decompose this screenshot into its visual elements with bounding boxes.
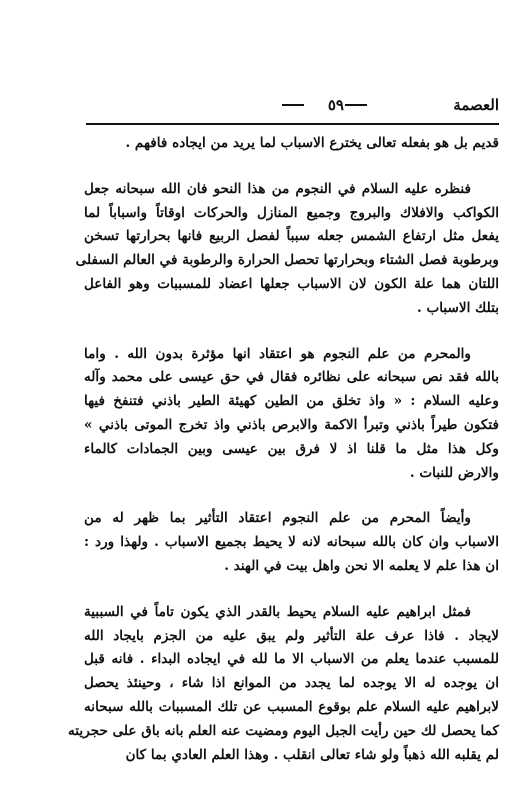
paragraph: [84, 507, 499, 578]
paragraph-gap: [84, 321, 499, 343]
text-line: وعليه السلام : « واذ تخلق من الطين كهيئة الطير باذني فتنفخ فيها: [84, 393, 499, 410]
paragraph-gap: [84, 156, 499, 178]
text-line: اللتان هما علة الكون لان الاسباب جعلها اعضاد للمسببات وهو الفاعل: [84, 275, 499, 292]
header-rule: [86, 123, 499, 125]
text-line: الاسباب وان كان بالله سبحانه لانه لا يحيط بجميع الاسباب . ولهذا ورد :: [84, 534, 499, 551]
paragraph: [84, 132, 499, 156]
text-line: كما يحصل لك حين رأيت الجبل اليوم ومضيت عنه العلم بانه باق على حجريته: [68, 722, 499, 739]
text-line: وبرطوبة فصل الشتاء وبحرارتها تحصل الحرارة والرطوبة في العالم السفلى: [75, 252, 499, 269]
paragraph-gap: [84, 579, 499, 601]
text-line: لم يقلبه الله ذهباً ولو شاء تعالى انقلب . وهذا العلم العادي بما كان: [125, 746, 499, 763]
paragraph-gap: [84, 485, 499, 507]
text-line: فتكون طيراً باذني وتبرأ الاكمة والابرص باذني واذ تخرج الموتى باذني »: [84, 416, 499, 433]
paragraph: [84, 343, 499, 486]
text-line: يفعل مثل ارتفاع الشمس جعله سبباً لفصل الربيع فانها بحرارتها تسخن: [84, 228, 499, 245]
page-number: ٥٩: [327, 96, 344, 114]
paragraph: [75, 178, 499, 321]
text-line: ان يوجده له الا يوجده لما يجدد من الموانع اذا شاء ، وحينئذ يحصل: [84, 675, 499, 692]
text-line: ان هذا علم لا يعلمه الا نحن واهل بيت في الهند .: [224, 557, 499, 574]
text-line: بتلك الاسباب .: [416, 299, 499, 316]
text-line: الكواكب والافلاك والبروج وجميع المنازل والحركات اوقاتاً واسباباً لما: [84, 204, 499, 221]
text-line: بالله فقد نص سبحانه على نظائره فقال في حق عيسى على محمد وآله: [84, 369, 499, 386]
header-dash: [345, 104, 367, 106]
running-header: [86, 92, 499, 118]
text-line: قديم بل هو بفعله تعالى يخترع الاسباب لما يريد من ايجاده فافهم .: [125, 135, 499, 151]
paragraph: [68, 601, 499, 768]
body-text: [68, 132, 499, 767]
text-line: لايجاد . فاذا عرف علة التأثير ولم يبق عليه من الجزم بايجاد الله: [84, 627, 499, 644]
header-dash: [282, 104, 304, 106]
text-line: والمحرم من علم النجوم هو اعتقاد انها مؤثرة بدون الله . واما: [84, 345, 471, 362]
chapter-title: العصمة: [453, 96, 499, 114]
text-line: والارض للنبات .: [409, 464, 499, 481]
text-line: وأيضاً المحرم من علم النجوم اعتقاد التأثير بما ظهر له من: [84, 510, 471, 527]
text-line: فمثل ابراهيم عليه السلام يحيط بالقدر الذي يكون تاماً في السببية: [84, 603, 471, 620]
text-line: فنظره عليه السلام في النجوم من هذا النحو فان الله سبحانه جعل: [84, 180, 471, 197]
text-line: للمسبب عندما يعلم من الاسباب الا ما لله في ايجاده البداء . فانه قبل: [84, 651, 499, 668]
text-line: وكل هذا مثل ما قلنا اذ لا فرق بين عيسى وبين الجمادات كالماء: [84, 440, 499, 457]
text-line: لابراهيم عليه السلام علم بوقوع المسبب عن تلك المسببات بالله سبحانه: [84, 698, 499, 715]
